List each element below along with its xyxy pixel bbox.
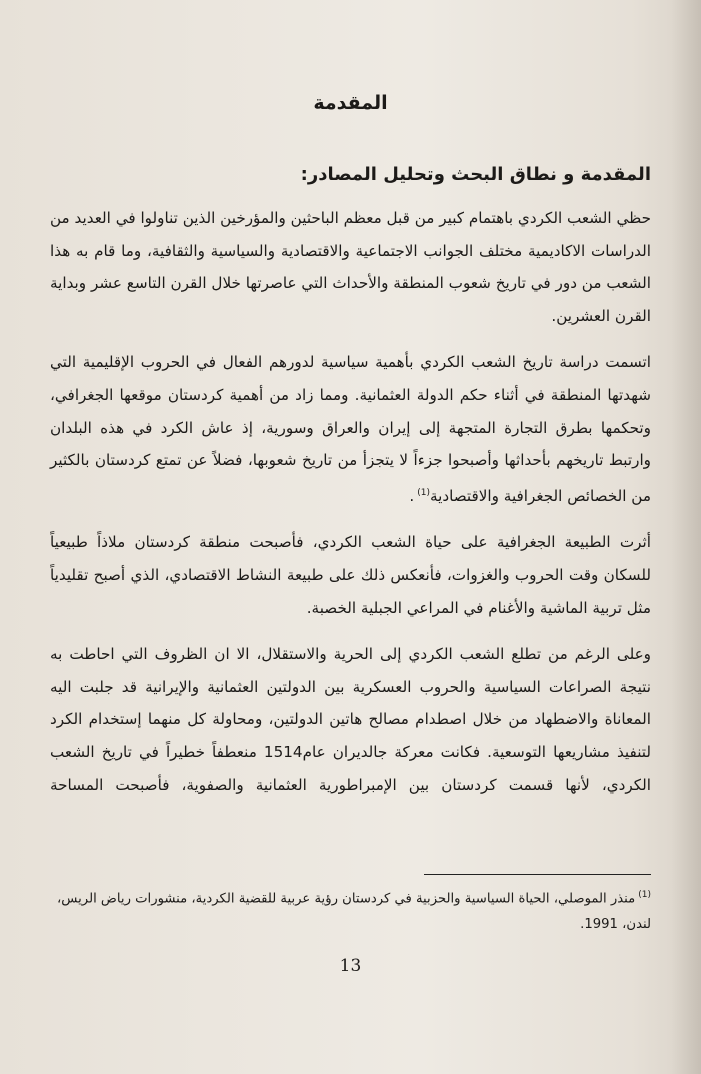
footnote-divider bbox=[424, 874, 651, 875]
footnote-reference: (1) bbox=[417, 487, 430, 498]
paragraph-1: حظي الشعب الكردي باهتمام كبير من قبل معظم الباحثين والمؤرخين الذين تناولوا في العديد من الدراسات الاكاديمية مختلف الجوانب الاجتماعية والاقتصادية والسياسية والثقافية، وما قام به هذا الشعب من دور في تاريخ شعوب المنطقة والأحداث التي عاصرتها خلال القرن التاسع عشر وبداية القرن العشرين. bbox=[50, 209, 651, 325]
paragraph-2 bbox=[50, 346, 651, 512]
footnote bbox=[50, 882, 651, 938]
footnote-text: منذر الموصلي، الحياة السياسية والحزبية في كردستان رؤية عربية للقضية الكردية، منشورات رياض الريس، لندن، 1991. bbox=[57, 891, 651, 933]
paragraph-2-text: اتسمت دراسة تاريخ الشعب الكردي بأهمية سياسية لدورهم الفعال في الحروب الإقليمية التي شهدتها المنطقة في أثناء حكم الدولة العثمانية. ومما زاد من أهمية كردستان موقعها الجغرافي، وتحكمها بطرق التجارة المتجهة إلى إيران والعراق وسورية، إذ عاش الكرد في هذه البلدان وارتبط تاريخهم بأحداثها وأصبحوا جزءاً لا يتجزأ من تاريخ شعوبها، فضلاً عن تمتع كردستان بالكثير من الخصائص الجغرافية والاقتصادية bbox=[50, 353, 651, 505]
paragraph-3: أثرت الطبيعة الجغرافية على حياة الشعب الكردي، فأصبحت منطقة كردستان ملاذاً طبيعياً للسكان وقت الحروب والغزوات، فأنعكس ذلك على طبيعة النشاط الاقتصادي، الذي أصبح تقليدياً مثل تربية الماشية والأغنام في المراعي الجبلية الخصبة. bbox=[50, 533, 651, 617]
section-heading: المقدمة و نطاق البحث وتحليل المصادر: bbox=[300, 164, 651, 185]
paragraph-2-end: . bbox=[409, 486, 415, 505]
footnote-marker: (1) bbox=[638, 890, 651, 900]
page-title: المقدمة bbox=[313, 92, 388, 114]
body-text bbox=[50, 202, 651, 815]
page-number: 13 bbox=[339, 956, 362, 976]
paragraph-4: وعلى الرغم من تطلع الشعب الكردي إلى الحرية والاستقلال، الا ان الظروف التي احاطت به نتيجة الصراعات السياسية والحروب العسكرية بين الدولتين العثمانية والإيرانية قد جلبت اليه المعاناة والاضطهاد من خلال اصطدام مصالح هاتين الدولتين، ومحاولة كل منهما إستخدام الكرد لتنفيذ مشاريعها التوسعية. فكانت معركة جالديران عام1514 منعطفاً خطيراً في تاريخ الشعب الكردي، لأنها قسمت كردستان بين الإمبراطورية العثمانية والصفوية، فأصبحت المساحة bbox=[50, 645, 651, 794]
